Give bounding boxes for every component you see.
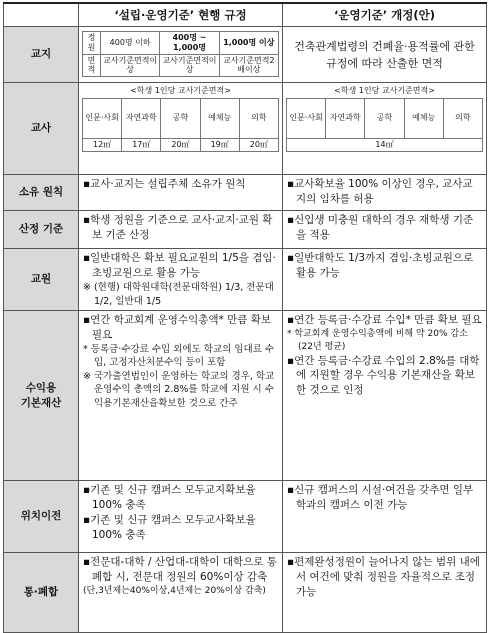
gyosa-rev-field-4: 예체능 [404,98,443,138]
calc-revised-bullet: ▪신입생 미충원 대학의 경우 재학생 기준을 적용 [287,214,474,242]
asset-revised-cell [283,311,487,481]
asset-revised-bullet-2: ▪연간 등록금·수강료 수입의 2.8%를 대학에 지원할 경우 수익용 기본재산을 확보한 것으로 인정 [287,354,480,397]
header-row [4,3,487,27]
row-label-calc: 산정 기준 [4,211,79,249]
gyosa-area-2: 17㎡ [122,138,161,151]
gyosa-rev-area: 14㎡ [287,138,483,151]
row-label-relocation: 위치이전 [4,481,79,553]
header-current: ‘설립·운영기준’ 현행 규정 [79,3,283,27]
asset-revised-text: 연간 등록금·수강료 수입* 만큼 확보 필요 [294,314,482,327]
asset-revised-note: * 학교회계 운영수익총액에 비해 약 20% 감소(22년 평균) [287,329,468,352]
row-merge [4,553,487,633]
row-label-gyoji: 교지 [4,27,79,83]
merge-current-note: (단,3년제는40%이상,4년제는 20%이상 감축) [83,585,266,596]
gyoji-row1-c2: 400명 ~ 1,000명 [160,32,219,54]
gyoji-revised-text: 건축관계법령의 건폐율·용적률에 관한 규정에 따라 산출한 면적 [294,39,475,70]
faculty-current-cell [79,249,283,311]
faculty-revised-cell [283,249,487,311]
row-gyosa [4,83,487,175]
gyosa-field-2: 자연과학 [122,98,161,138]
row-faculty [4,249,487,311]
asset-current-text: 연간 학교회계 운영수익총액* 만큼 확보 필요 [90,314,272,342]
gyoji-row2-c2: 교사기준면적이상 [160,54,219,76]
row-calc [4,211,487,249]
row-asset [4,311,487,481]
gyosa-rev-field-1: 인문·사회 [287,98,326,138]
relocation-revised-bullet: ▪신규 캠퍼스의 시설·여건을 갖추면 일부 학과의 캠퍼스 이전 가능 [287,484,474,512]
header-revised: ‘운영기준’ 개정(안) [283,3,487,27]
gyosa-current-caption: <학생 1인당 교사기준면적> [130,86,231,96]
ownership-current-cell [79,175,283,211]
asset-current-cell [79,311,283,481]
asset-current-note1: * 등록금·수강료 수입 외에도 학교의 임대료 수입, 고정자산처분수익 등이 포함 [83,343,275,369]
gyosa-current-table [82,98,279,152]
asset-revised-text-2: 연간 등록금·수강료 수입의 2.8%를 대학에 지원할 경우 수익용 기본재산을 확보한 것으로 인정 [294,354,480,397]
asset-current-note2: ※ 국가출연법인이 운영하는 학교의 경우, 학교운영수익 총액의 2.8%를 학교에 지원 시 수익용기본재산을확보한 것으로 간주 [83,370,275,409]
gyosa-current-cell [79,83,283,175]
comparison-table [3,2,487,633]
gyosa-field-1: 인문·사회 [83,98,122,138]
faculty-current-bullet: ▪일반대학은 확보 필요교원의 1/5을 겸임·초빙교원으로 활용 가능 [83,252,276,280]
asset-label-line1: 수익용 [25,381,57,394]
relocation-revised-cell [283,481,487,553]
gyosa-rev-field-2: 자연과학 [326,98,365,138]
gyoji-row1-c3: 1,000명 이상 [219,32,278,54]
gyoji-row2-label: 면적 [83,54,101,76]
gyosa-field-5: 의학 [239,98,278,138]
gyoji-row2-c3: 교사기준면적2배이상 [219,54,278,76]
gyoji-row1-c1: 400명 이하 [101,32,160,54]
row-label-merge: 통·폐합 [4,553,79,633]
row-label-faculty: 교원 [4,249,79,311]
asset-current-bullet: ▪연간 학교회계 운영수익총액* 만큼 확보 필요 [83,314,272,342]
merge-current-text: 전문대-대학 / 산업대-대학이 대학으로 통폐합 시, 전문대 정원의 60%이상 감축 [90,556,277,584]
header-empty-cell [4,3,79,27]
merge-current-bullet: ▪전문대-대학 / 산업대-대학이 대학으로 통폐합 시, 전문대 정원의 60%이상 감축 [83,556,277,584]
gyosa-revised-caption: <학생 1인당 교사기준면적> [334,86,435,96]
calc-current-bullet: ▪학생 정원을 기준으로 교사·교지·교원 확보 기준 산정 [83,214,273,242]
gyosa-area-1: 12㎡ [83,138,122,151]
relocation-current-cell [79,481,283,553]
gyosa-rev-field-3: 공학 [365,98,404,138]
faculty-current-note: ※ (현행) 대학원대학(전문대학원) 1/3, 전문대 1/2, 일반대 1/5 [83,282,274,307]
row-gyoji [4,27,487,83]
relocation-current-bullet-2: ▪기존 및 신규 캠퍼스 모두교사확보율 100% 충족 [83,513,256,541]
asset-label-line2: 기본재산 [20,396,62,409]
calc-revised-text: 신입생 미충원 대학의 경우 재학생 기준을 적용 [294,214,474,242]
faculty-revised-text: 일반대학도 1/3까지 겸임·초빙교원으로 활용 가능 [294,252,474,280]
gyosa-field-3: 공학 [161,98,200,138]
gyoji-row1-label: 정원 [83,32,101,54]
relocation-current-text-2: 기존 및 신규 캠퍼스 모두교사확보율 100% 충족 [90,513,256,541]
gyosa-area-3: 20㎡ [161,138,200,151]
faculty-revised-bullet: ▪일반대학도 1/3까지 겸임·초빙교원으로 활용 가능 [287,252,474,280]
gyosa-revised-table [286,98,483,152]
gyosa-rev-field-5: 의학 [443,98,482,138]
gyoji-current-cell [79,27,283,83]
gyoji-revised-cell [283,27,487,83]
gyosa-field-4: 예체능 [200,98,239,138]
gyosa-area-4: 19㎡ [200,138,239,151]
ownership-revised-cell [283,175,487,211]
calc-current-text: 학생 정원을 기준으로 교사·교지·교원 확보 기준 산정 [90,214,273,242]
merge-current-cell [79,553,283,633]
relocation-revised-text: 신규 캠퍼스의 시설·여건을 갖추면 일부 학과의 캠퍼스 이전 가능 [294,484,474,512]
row-relocation [4,481,487,553]
gyoji-row2-c1: 교사기준면적이상 [101,54,160,76]
ownership-revised-bullet: ▪교사확보율 100% 이상인 경우, 교사교지의 임차를 허용 [287,178,473,206]
row-label-ownership: 소유 원칙 [4,175,79,211]
calc-revised-cell [283,211,487,249]
gyosa-revised-cell [283,83,487,175]
relocation-current-text-1: 기존 및 신규 캠퍼스 모두교지확보율 100% 충족 [90,484,256,512]
ownership-current-bullet: ▪교사·교지는 설립주체 소유가 원칙 [83,178,246,191]
merge-revised-bullet: ▪편제완성정원이 늘어나지 않는 범위 내에서 여건에 맞춰 정원을 자율적으로 조정 가능 [287,556,480,598]
row-label-asset [4,311,79,481]
faculty-current-text: 일반대학은 확보 필요교원의 1/5을 겸임·초빙교원으로 활용 가능 [90,252,276,280]
calc-current-cell [79,211,283,249]
relocation-current-bullet-1: ▪기존 및 신규 캠퍼스 모두교지확보율 100% 충족 [83,484,256,512]
asset-revised-bullet: ▪연간 등록금·수강료 수입* 만큼 확보 필요 [287,314,482,327]
merge-revised-cell [283,553,487,633]
ownership-revised-text: 교사확보율 100% 이상인 경우, 교사교지의 임차를 허용 [294,178,473,206]
ownership-current-text: 교사·교지는 설립주체 소유가 원칙 [90,178,246,191]
row-label-gyosa: 교사 [4,83,79,175]
gyosa-area-5: 20㎡ [239,138,278,151]
merge-revised-text: 편제완성정원이 늘어나지 않는 범위 내에서 여건에 맞춰 정원을 자율적으로 조정 가능 [294,556,480,598]
gyoji-current-table [82,31,279,76]
row-ownership [4,175,487,211]
